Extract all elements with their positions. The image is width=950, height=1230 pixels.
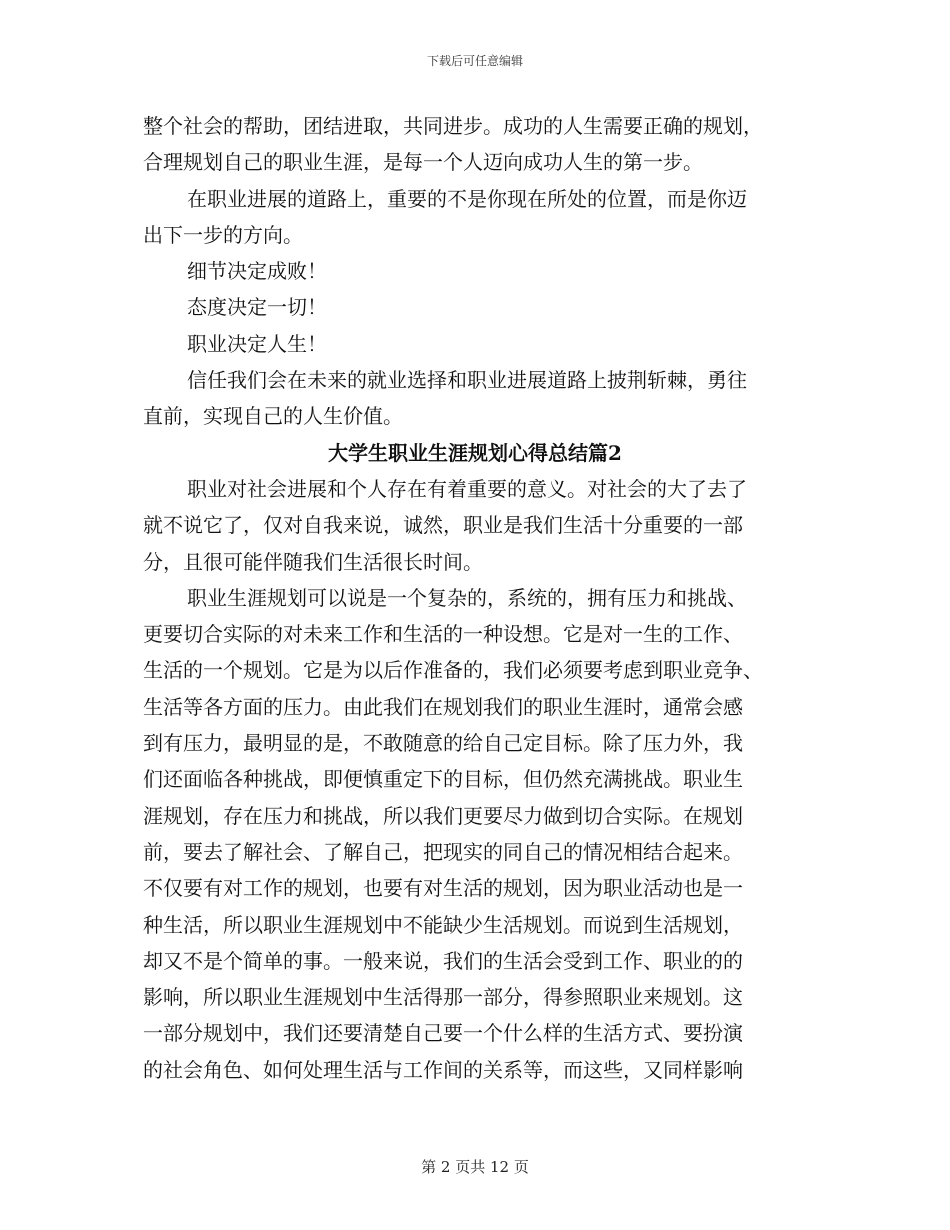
- text-line: 涯规划，存在压力和挑战，所以我们更要尽力做到切合实际。在规划: [143, 803, 743, 828]
- text-line: 分，且很可能伴随我们生活很长时间。: [143, 549, 483, 574]
- text-line: 却又不是个简单的事。一般来说，我们的生活会受到工作、职业的的: [143, 948, 743, 973]
- text-line: 到有压力，最明显的是，不敢随意的给自己定目标。除了压力外，我: [143, 731, 743, 756]
- text-line: 职业决定人生！: [187, 331, 327, 356]
- text-line: 影响，所以职业生涯规划中生活得那一部分，得参照职业来规划。这: [143, 985, 743, 1010]
- text-line: 生活等各方面的压力。由此我们在规划我们的职业生涯时，通常会感: [143, 694, 743, 719]
- text-line: 更要切合实际的对未来工作和生活的一种设想。它是对一生的工作、: [143, 622, 743, 647]
- page-header: 下载后可任意编辑: [426, 54, 523, 68]
- text-line: 合理规划自己的职业生涯，是每一个人迈向成功人生的第一步。: [143, 150, 703, 175]
- text-line: 前，要去了解社会、了解自己，把现实的同自己的情况相结合起来。: [143, 839, 743, 864]
- text-line: 职业生涯规划可以说是一个复杂的，系统的，拥有压力和挑战、: [187, 585, 747, 610]
- text-line: 在职业进展的道路上，重要的不是你现在所处的位置，而是你迈: [187, 186, 747, 211]
- text-line: 就不说它了，仅对自我来说，诚然，职业是我们生活十分重要的一部: [143, 513, 743, 538]
- text-line: 态度决定一切！: [187, 295, 327, 320]
- page-footer: 第 2 页共 12 页: [421, 1158, 529, 1176]
- text-line: 种生活，所以职业生涯规划中不能缺少生活规划。而说到生活规划，: [143, 912, 743, 937]
- text-line: 的社会角色、如何处理生活与工作间的关系等，而这些，又同样影响: [143, 1057, 743, 1082]
- text-line: 信任我们会在未来的就业选择和职业进展道路上披荆斩棘，勇往: [187, 368, 747, 393]
- text-line: 职业对社会进展和个人存在有着重要的意义。对社会的大了去了: [187, 476, 747, 501]
- text-line: 直前，实现自己的人生价值。: [143, 404, 403, 429]
- text-line: 们还面临各种挑战，即便慎重定下的目标，但仍然充满挑战。职业生: [143, 767, 743, 792]
- text-line: 整个社会的帮助，团结进取，共同进步。成功的人生需要正确的规划，: [143, 114, 763, 138]
- text-line: 一部分规划中，我们还要清楚自己要一个什么样的生活方式、要扮演: [143, 1021, 743, 1046]
- section-heading: 大学生职业生涯规划心得总结篇2: [328, 440, 622, 465]
- text-line: 不仅要有对工作的规划，也要有对生活的规划，因为职业活动也是一: [143, 876, 743, 901]
- text-line: 出下一步的方向。: [143, 222, 303, 247]
- text-line: 细节决定成败！: [187, 259, 327, 284]
- document-body: [143, 108, 807, 1088]
- text-line: 生活的一个规划。它是为以后作准备的，我们必须要考虑到职业竞争、: [143, 658, 763, 683]
